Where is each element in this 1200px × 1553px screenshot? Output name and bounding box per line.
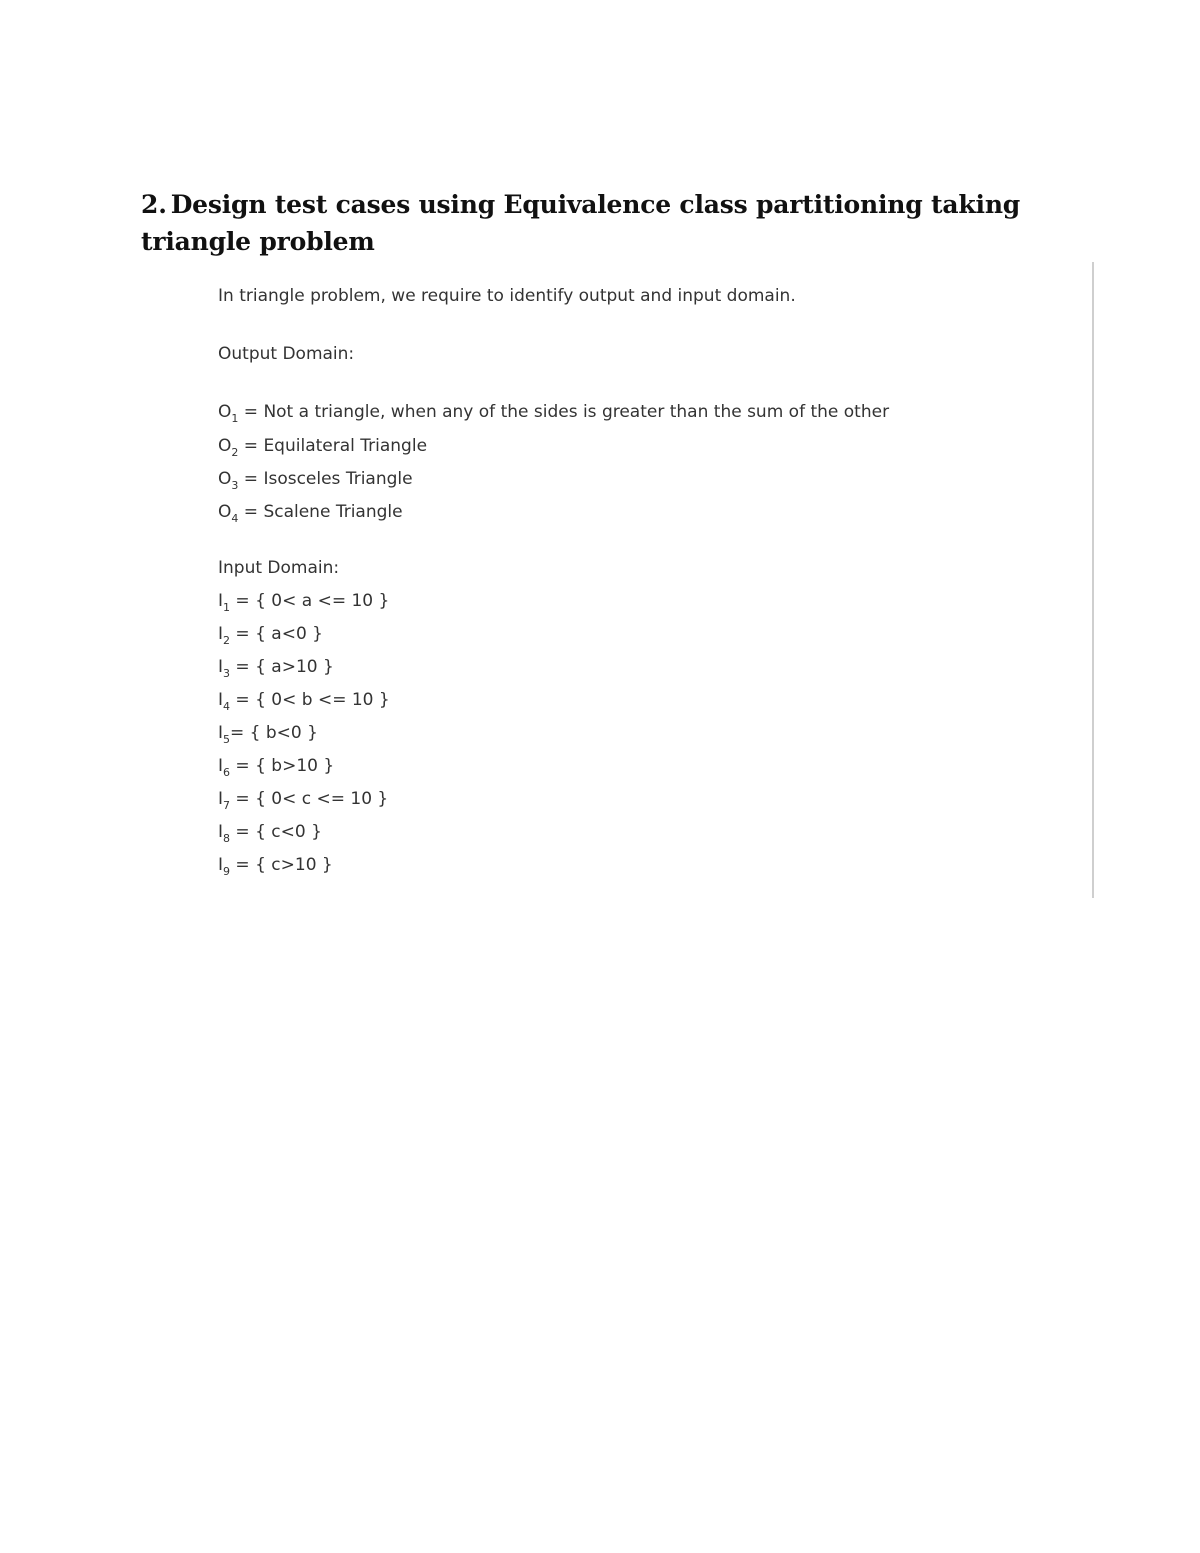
input-subscript: 4	[223, 700, 231, 713]
output-symbol: O	[218, 436, 232, 456]
output-item	[218, 436, 428, 459]
input-symbol: I	[218, 756, 224, 776]
input-symbol: I	[218, 657, 224, 677]
input-subscript: 1	[223, 601, 231, 614]
input-subscript: 7	[223, 799, 231, 812]
input-domain-label: Input Domain:	[218, 558, 340, 578]
output-symbol: O	[218, 402, 232, 422]
input-item	[218, 789, 389, 812]
input-symbol: I	[218, 822, 224, 842]
input-item	[218, 624, 323, 647]
output-text: = Isosceles Triangle	[238, 469, 413, 489]
input-symbol: I	[218, 591, 224, 611]
embedded-image	[200, 262, 1094, 898]
section-number: 2.	[141, 190, 167, 219]
output-subscript: 4	[231, 512, 239, 525]
input-text: = { b<0 }	[230, 723, 318, 743]
input-subscript: 9	[223, 865, 231, 878]
input-subscript: 2	[223, 634, 231, 647]
output-text: = Not a triangle, when any of the sides is greater than the sum of the other	[238, 402, 890, 422]
output-domain-label: Output Domain:	[218, 344, 355, 364]
input-text: = { a<0 }	[230, 624, 323, 644]
section-heading	[141, 186, 1061, 260]
input-text: = { 0< b <= 10 }	[230, 690, 390, 710]
input-symbol: I	[218, 855, 224, 875]
input-item	[218, 756, 335, 779]
input-symbol: I	[218, 690, 224, 710]
input-subscript: 6	[223, 766, 231, 779]
output-symbol: O	[218, 502, 232, 522]
output-subscript: 3	[231, 479, 239, 492]
output-symbol: O	[218, 469, 232, 489]
input-item	[218, 690, 390, 713]
input-text: = { 0< a <= 10 }	[230, 591, 390, 611]
input-text: = { 0< c <= 10 }	[230, 789, 389, 809]
input-item	[218, 657, 334, 680]
output-item	[218, 469, 413, 492]
input-text: = { c<0 }	[230, 822, 322, 842]
output-text: = Scalene Triangle	[238, 502, 403, 522]
intro-text: In triangle problem, we require to identify output and input domain.	[218, 286, 796, 306]
input-item	[218, 855, 333, 878]
input-symbol: I	[218, 624, 224, 644]
output-text: = Equilateral Triangle	[238, 436, 428, 456]
output-subscript: 1	[231, 412, 239, 425]
input-text: = { c>10 }	[230, 855, 333, 875]
output-item	[218, 402, 890, 425]
input-item	[218, 723, 318, 746]
input-subscript: 3	[223, 667, 231, 680]
input-subscript: 8	[223, 832, 231, 845]
input-symbol: I	[218, 723, 224, 743]
input-symbol: I	[218, 789, 224, 809]
input-subscript: 5	[223, 733, 231, 746]
output-item	[218, 502, 403, 525]
input-text: = { b>10 }	[230, 756, 335, 776]
input-item	[218, 591, 390, 614]
input-item	[218, 822, 322, 845]
section-title: Design test cases using Equivalence class partitioning taking triangle problem	[141, 190, 1021, 256]
input-text: = { a>10 }	[230, 657, 334, 677]
output-subscript: 2	[231, 446, 239, 459]
